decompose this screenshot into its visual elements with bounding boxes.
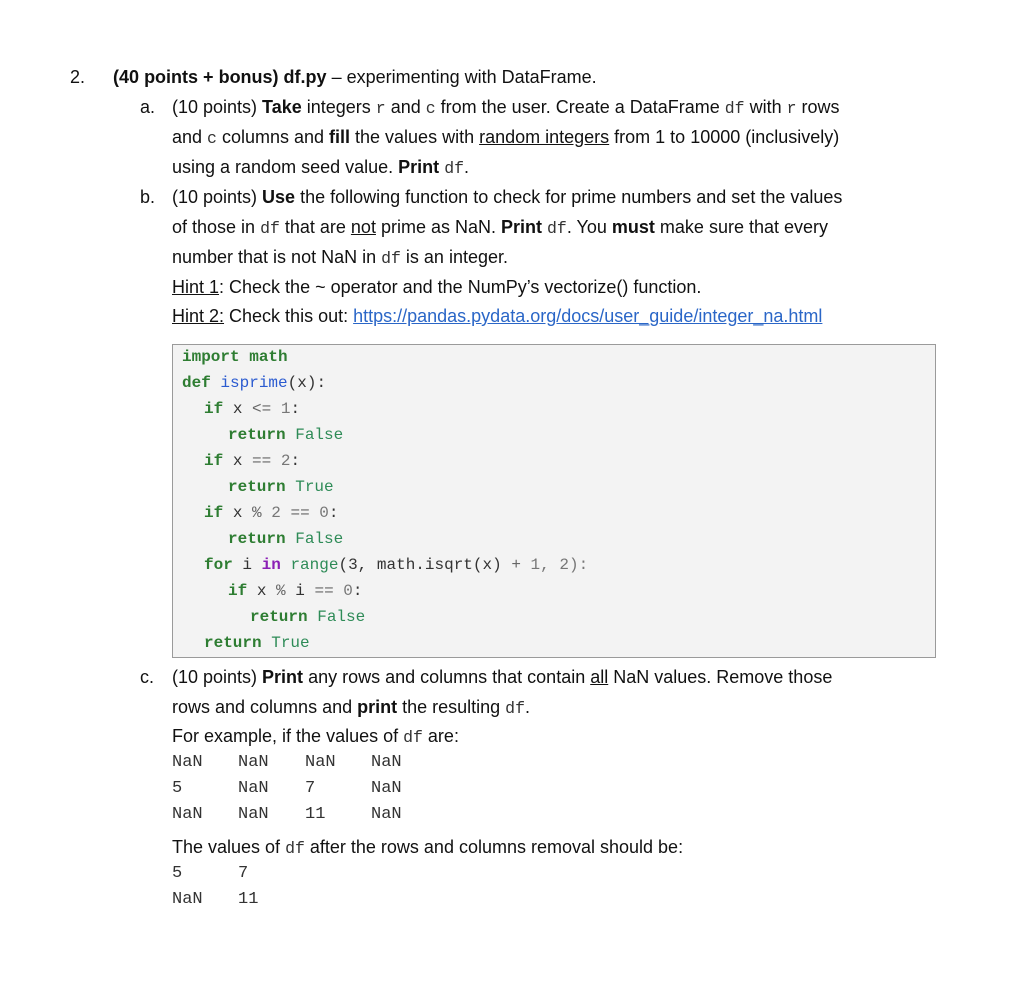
grid-cell: 5	[172, 779, 183, 798]
hint-1: Hint 1: Check the ~ operator and the NumPy’s vectorize() function.	[172, 277, 702, 297]
grid-cell: NaN	[371, 779, 402, 798]
code-line-3: if x <= 1:	[204, 400, 301, 418]
grid-cell: NaN	[238, 753, 269, 772]
grid-cell: 11	[238, 890, 259, 909]
grid-cell: NaN	[172, 890, 203, 909]
grid-cell: 7	[238, 864, 249, 883]
code-block	[172, 344, 936, 658]
grid-cell: 5	[172, 864, 183, 883]
question-number: 2.	[70, 67, 86, 87]
part-a-line-3: using a random seed value. Print df.	[172, 157, 470, 178]
grid-cell: 7	[305, 779, 316, 798]
grid-cell: NaN	[371, 805, 402, 824]
question-subtitle: – experimenting with DataFrame.	[326, 67, 597, 87]
code-line-1: import math	[182, 348, 288, 366]
code-line-2: def isprime(x):	[182, 374, 327, 392]
code-line-11: return False	[250, 608, 366, 626]
code-line-4: return False	[228, 426, 344, 444]
question-heading	[70, 64, 597, 90]
code-line-12: return True	[204, 634, 310, 652]
pandas-docs-link[interactable]: https://pandas.pydata.org/docs/user_guide/integer_na.html	[353, 306, 823, 326]
part-c-line-1: (10 points) Print any rows and columns that contain all NaN values. Remove those	[172, 667, 833, 687]
grid-cell: NaN	[172, 805, 203, 824]
part-a-line-2: and c columns and fill the values with random integers from 1 to 10000 (inclusively)	[172, 127, 840, 148]
part-a-marker: a.	[140, 97, 156, 117]
grid-cell: NaN	[371, 753, 402, 772]
part-b-line-3: number that is not NaN in df is an integer.	[172, 247, 508, 268]
part-a-line-1: (10 points) Take integers r and c from the user. Create a DataFrame df with r rows	[172, 97, 840, 118]
grid-cell: 11	[305, 805, 326, 824]
hint-2: Hint 2: Check this out: https://pandas.pydata.org/docs/user_guide/integer_na.html	[172, 306, 823, 326]
code-line-8: return False	[228, 530, 344, 548]
code-line-7: if x % 2 == 0:	[204, 504, 339, 522]
grid-cell: NaN	[238, 779, 269, 798]
part-c-line-3: For example, if the values of df are:	[172, 726, 459, 747]
question-title: (40 points + bonus) df.py	[113, 67, 327, 87]
part-c-marker: c.	[140, 667, 155, 687]
grid-cell: NaN	[172, 753, 203, 772]
code-line-6: return True	[228, 478, 334, 496]
code-line-5: if x == 2:	[204, 452, 301, 470]
part-b-marker: b.	[140, 187, 156, 207]
code-line-10: if x % i == 0:	[228, 582, 363, 600]
grid-cell: NaN	[238, 805, 269, 824]
part-b-line-1: (10 points) Use the following function to check for prime numbers and set the values	[172, 187, 843, 207]
part-c-line-4: The values of df after the rows and columns removal should be:	[172, 837, 684, 858]
code-line-9: for i in range(3, math.isqrt(x) + 1, 2):	[204, 556, 589, 574]
part-b-line-2: of those in df that are not prime as NaN. Print df. You must make sure that every	[172, 217, 828, 238]
part-c-line-2: rows and columns and print the resulting df.	[172, 697, 530, 718]
grid-cell: NaN	[305, 753, 336, 772]
